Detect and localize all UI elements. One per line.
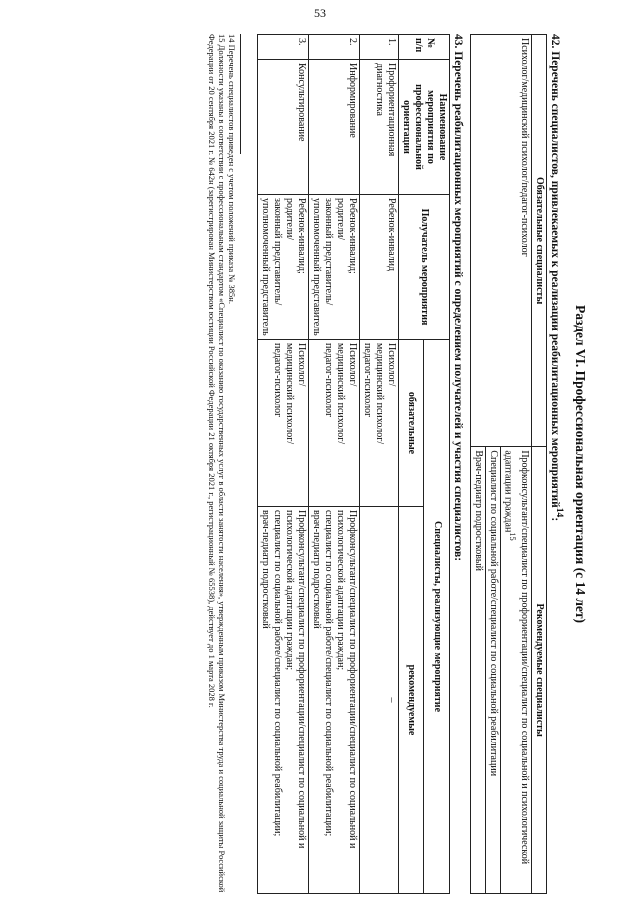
table-row <box>308 35 359 894</box>
obligatory-cell <box>308 340 359 507</box>
page-number: 53 <box>314 6 326 20</box>
measures-header-row <box>424 35 450 894</box>
section-42-heading-text: 42. Перечень специалистов, привлекаемых к реализации реабилитационных мероприятий <box>549 34 562 508</box>
specialists-header-row <box>532 35 547 894</box>
recipient-line: Ребенок-инвалид <box>385 198 397 272</box>
rec-specialist-2: Специалист по социальной работе/специалист по социальной реабилитации <box>485 447 500 894</box>
recipient-line: родители/ <box>334 198 346 241</box>
row-number: 2. <box>308 35 359 60</box>
obligatory-cell <box>257 340 308 507</box>
obligatory-line: медицинский психолог/ <box>373 343 385 445</box>
recommended-line: Профконсультант/специалист по профориентации/специалист по социальной и психологической адаптации граждан; <box>334 510 358 849</box>
recommended-line: специалист по социальной работе/специалист по социальной реабилитации; <box>271 510 283 837</box>
header-measure-name: Наименование мероприятия по профессиональной ориентации <box>398 60 449 195</box>
recipient-line: законный представитель/ <box>322 198 334 306</box>
recipient-line: Ребенок-инвалид; <box>346 198 358 274</box>
measures-table <box>257 34 450 894</box>
oblig-specialists-cell: Психолог/медицинский психолог/педагог-психолог <box>470 35 531 447</box>
measure-name: Профориентационная диагностика <box>359 60 398 195</box>
recommended-cell <box>257 507 308 894</box>
obligatory-line: Психолог/ <box>346 343 358 387</box>
rec-specialist-1 <box>500 447 531 894</box>
oblig-specialists-header: Обязательные специалисты <box>532 35 547 447</box>
recommended-line: врач-педиатр подростковый <box>259 510 271 629</box>
recommended-line: врач-педиатр подростковый <box>310 510 322 629</box>
obligatory-line: педагог-психолог <box>322 343 334 418</box>
header-obligatory: обязательные <box>398 340 424 507</box>
rotated-page-content <box>18 34 588 894</box>
recommended-line: специалист по социальной работе/специалист по социальной реабилитации; <box>322 510 334 837</box>
recipient-line: уполномоченный представитель <box>259 198 271 336</box>
obligatory-line: Психолог/ <box>295 343 307 387</box>
obligatory-line: Психолог/ <box>385 343 397 387</box>
specialists-table <box>470 34 547 894</box>
measure-name: Информирование <box>308 60 359 195</box>
obligatory-line: педагог-психолог <box>361 343 373 418</box>
measure-name: Консультирование <box>257 60 308 195</box>
recipient-line: законный представитель/ <box>271 198 283 306</box>
recommended-cell <box>359 507 398 894</box>
recommended-line: – <box>385 697 397 703</box>
recipient-cell <box>257 195 308 340</box>
recipient-line: уполномоченный представитель <box>310 198 322 336</box>
obligatory-cell <box>359 340 398 507</box>
section-title: Раздел VI. Профессиональная ориентация (с 14 лет) <box>573 304 588 624</box>
table-row <box>257 35 308 894</box>
recipient-line: родители/ <box>283 198 295 241</box>
recipient-cell <box>308 195 359 340</box>
section-43-heading: 43. Перечень реабилитационных мероприятий с определением получателей и участия специалистов: <box>451 34 464 562</box>
recipient-line: Ребенок-инвалид; <box>295 198 307 274</box>
header-recommended: рекомендуемые <box>398 507 424 894</box>
footnote-ref-15: 15 <box>508 532 518 541</box>
header-specialists: Специалисты, реализующие мероприятие <box>424 340 450 894</box>
recommended-line: Профконсультант/специалист по профориентации/специалист по социальной и психологической адаптации граждан; <box>283 510 307 849</box>
row-number: 3. <box>257 35 308 60</box>
header-recipient: Получатель мероприятия <box>398 195 449 340</box>
footnote-15: 15 Должности указаны в соответствии с профессиональным стандартом «Специалист по оказанию государственных услуг в области занятости населения», утвержденным приказом Министерства труда и социальной защиты Российской Федерации от 20 сентября 2021 г. № 642н (зарегистрирован Министерством юстиции Российской Федерации 21 октября 2021 г., регистрационный № 65538), действует до 1 марта 2028 г. <box>206 34 227 893</box>
section-42-heading: 42. Перечень специалистов, привлекаемых к реализации реабилитационных мероприятий$^{14}$: <box>549 34 565 522</box>
row-number: 1. <box>359 35 398 60</box>
rec-specialist-3: Врач-педиатр подростковый <box>470 447 485 894</box>
specialists-row <box>500 35 531 894</box>
rec-specialists-header: Рекомендуемые специалисты <box>532 447 547 894</box>
obligatory-line: медицинский психолог/ <box>334 343 346 445</box>
footnote-ref-14: 14 <box>554 507 565 518</box>
rec-specialist-1-text: Профконсультант/специалист по профориентации/специалист по социальной и психологической адаптации граждан <box>502 450 531 865</box>
obligatory-line: медицинский психолог/ <box>283 343 295 445</box>
header-number: № п/п <box>398 35 449 60</box>
footnote-divider <box>240 34 241 154</box>
recommended-cell <box>308 507 359 894</box>
obligatory-line: педагог-психолог <box>271 343 283 418</box>
recipient-cell <box>359 195 398 340</box>
table-row <box>359 35 398 894</box>
footnote-14: 14 Перечень специалистов приведен с учетом положений приказа № 385н. <box>226 34 237 304</box>
